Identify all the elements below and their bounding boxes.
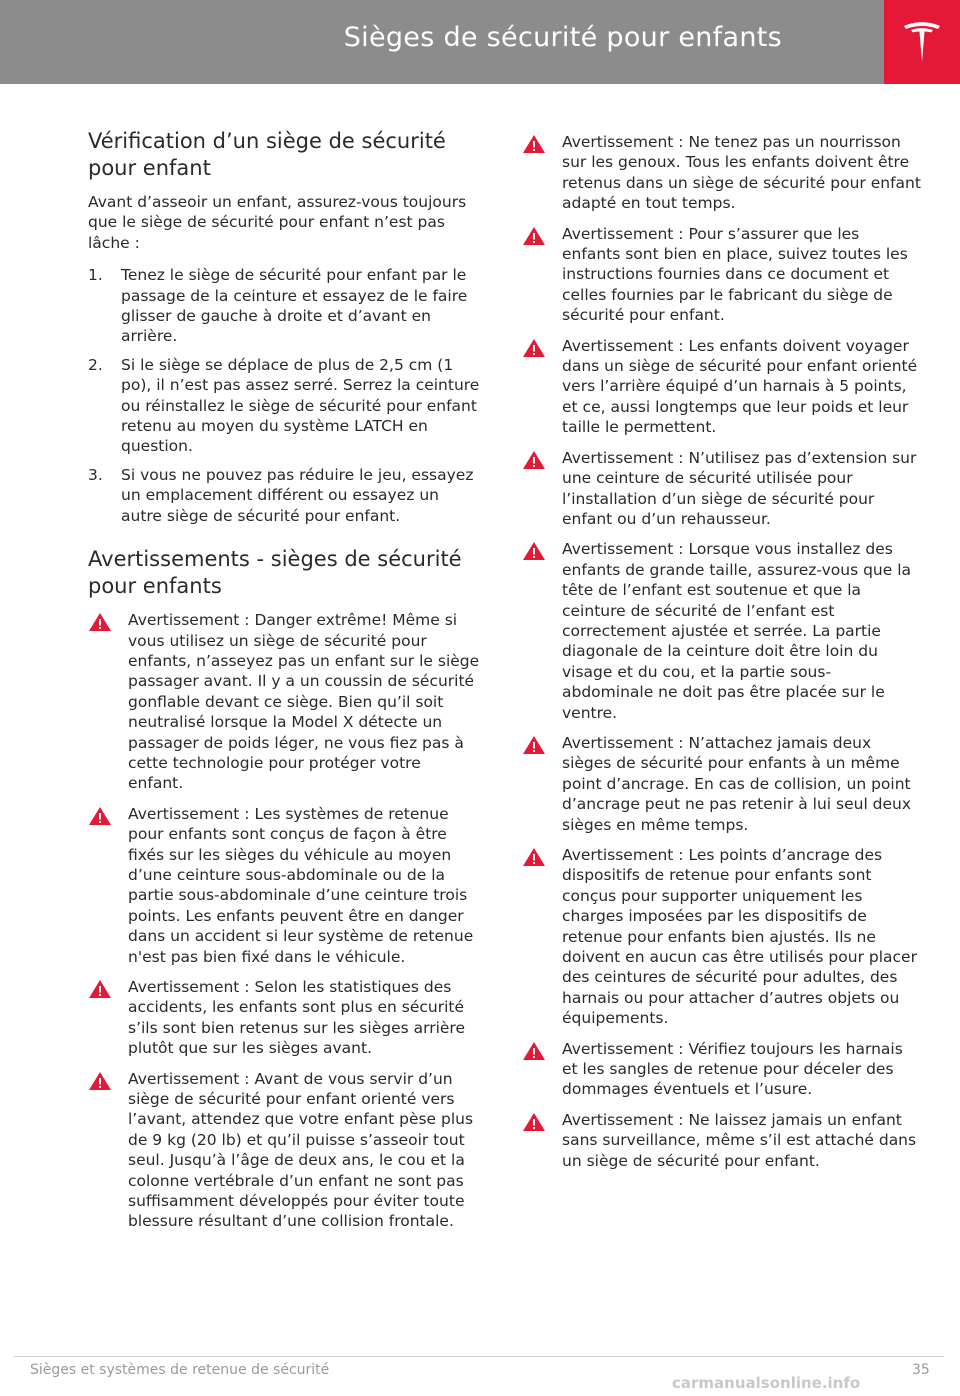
header-title: Sièges de sécurité pour enfants	[343, 22, 782, 53]
warning-text: Avertissement : Danger extrême! Même si vous utilisez un siège de sécurité pour enfants, n’asseyez pas un enfant sur le siège passager avant. Il y a un coussin de sécurité gonflable devant ce siège. Bien qu’il soit neutralisé lorsque la Model X détecte un passager de poids léger, ne vous fiez pas à cette technologie pour protéger votre enfant.	[128, 611, 480, 793]
list-item	[88, 355, 480, 457]
warning-block	[522, 336, 922, 438]
warning-text: Avertissement : Les enfants doivent voyager dans un siège de sécurité pour enfant orienté vers l’arrière équipé d’un harnais à 5 points, et ce, aussi longtemps que leur poids et leur taille le permettent.	[562, 336, 918, 437]
warning-text: Avertissement : Lorsque vous installez des enfants de grande taille, assurez-vous que la tête de l’enfant est soutenue et que la ceinture de sécurité de l’enfant est correctement ajustée et serrée. La partie diagonale de la ceinture doit être loin du visage et du cou, et la partie sous-abdominale ne doit pas être placée sur le ventre.	[562, 540, 912, 722]
warning-text: Avertissement : Selon les statistiques des accidents, les enfants sont plus en sécurité s’ils sont bien retenus sur les sièges arrière plutôt que sur les sièges avant.	[128, 978, 465, 1058]
warning-triangle-icon	[522, 1041, 546, 1061]
list-item	[88, 265, 480, 347]
step-text: Si vous ne pouvez pas réduire le jeu, essayez un emplacement différent ou essayez un autre siège de sécurité pour enfant.	[121, 465, 474, 525]
warning-block	[88, 610, 480, 794]
warning-block	[88, 977, 480, 1059]
warning-text: Avertissement : N’utilisez pas d’extension sur une ceinture de sécurité utilisée pour l’installation d’un siège de sécurité pour enfant ou d’un rehausseur.	[562, 448, 917, 528]
page-header	[0, 0, 884, 84]
warning-block	[522, 539, 922, 723]
warning-text: Avertissement : N’attachez jamais deux sièges de sécurité pour enfants à un même point d’ancrage. En cas de collision, un point d’ancrage peut ne pas retenir à lui seul deux sièges en même temps.	[562, 733, 912, 834]
warning-block	[522, 448, 922, 530]
right-column	[522, 132, 922, 1181]
warning-triangle-icon	[522, 338, 546, 358]
step-text: Si le siège se déplace de plus de 2,5 cm (1 po), il n’est pas assez serré. Serrez la ceinture ou réinstallez le siège de sécurité pour enfant retenu au moyen du système LATCH en question.	[121, 355, 480, 456]
left-column	[88, 128, 480, 1242]
warning-triangle-icon	[522, 450, 546, 470]
step-number: 1.	[88, 266, 103, 285]
watermark: carmanualsonline.info	[672, 1374, 861, 1392]
warning-triangle-icon	[522, 1112, 546, 1132]
section-intro: Avant d’asseoir un enfant, assurez-vous toujours que le siège de sécurité pour enfant n’est pas lâche :	[88, 193, 467, 252]
list-item	[88, 465, 480, 526]
step-number: 3.	[88, 465, 103, 484]
footer-divider	[14, 1356, 944, 1357]
warning-block	[522, 733, 922, 835]
footer-section-title: Sièges et systèmes de retenue de sécurité	[30, 1362, 330, 1378]
warning-text: Avertissement : Ne laissez jamais un enfant sans surveillance, même s’il est attaché dans un siège de sécurité pour enfant.	[562, 1110, 917, 1170]
step-number: 2.	[88, 355, 103, 374]
warning-triangle-icon	[522, 847, 546, 867]
warning-text: Avertissement : Avant de vous servir d’un siège de sécurité pour enfant orienté vers l’avant, attendez que votre enfant pèse plus de 9 kg (20 lb) et qu’il puisse s’asseoir tout seul. Jusqu’à l’âge de deux ans, le cou et la colonne vertébrale d’un enfant ne sont pas suffisamment développés pour éviter toute blessure résultant d’une collision frontale.	[128, 1069, 474, 1231]
warning-block	[522, 1039, 922, 1100]
steps-list	[88, 265, 480, 526]
warning-text: Avertissement : Vérifiez toujours les harnais et les sangles de retenue pour déceler des dommages éventuels et l’usure.	[562, 1039, 903, 1099]
warning-triangle-icon	[88, 612, 112, 632]
logo-box	[884, 0, 960, 84]
section-title-check: Vérification d’un siège de sécurité pour enfant	[88, 129, 446, 180]
warning-text: Avertissement : Les systèmes de retenue pour enfants sont conçus de façon à être fixés sur les sièges du véhicule au moyen d’une ceinture sous-abdominale ou de la partie sous-abdominale d’une ceinture trois points. Les enfants peuvent être en danger dans un accident si leur système de retenue n'est pas bien fixé dans le véhicule.	[128, 804, 474, 966]
section-title-warnings: Avertissements - sièges de sécurité pour enfants	[88, 547, 462, 599]
warning-text: Avertissement : Ne tenez pas un nourrisson sur les genoux. Tous les enfants doivent être retenus dans un siège de sécurité pour enfant adapté en tout temps.	[562, 133, 921, 213]
warning-triangle-icon	[522, 541, 546, 561]
warning-block	[88, 1069, 480, 1232]
step-text: Tenez le siège de sécurité pour enfant par le passage de la ceinture et essayez de le faire glisser de gauche à droite et d’avant en arrière.	[121, 266, 468, 346]
warning-triangle-icon	[522, 134, 546, 154]
warning-text: Avertissement : Les points d’ancrage des dispositifs de retenue pour enfants sont conçus pour supporter uniquement les charges imposées par les dispositifs de retenue pour enfants bien ajustés. Ils ne doivent en aucun cas être utilisés pour placer des ceintures de sécurité pour adultes, des harnais ou pour attacher d’autres objets ou équipements.	[562, 846, 917, 1028]
warning-triangle-icon	[522, 735, 546, 755]
warning-triangle-icon	[88, 979, 112, 999]
page-number: 35	[912, 1362, 930, 1378]
warning-block	[522, 845, 922, 1029]
warning-triangle-icon	[522, 226, 546, 246]
warning-text: Avertissement : Pour s’assurer que les enfants sont bien en place, suivez toutes les instructions fournies dans ce document et celles fournies par le fabricant du siège de sécurité pour enfant.	[562, 224, 908, 325]
warning-block	[522, 1110, 922, 1171]
warning-block	[522, 132, 922, 214]
warning-block	[522, 224, 922, 326]
warning-block	[88, 804, 480, 967]
tesla-logo-icon	[902, 20, 942, 64]
warning-triangle-icon	[88, 1071, 112, 1091]
warning-triangle-icon	[88, 806, 112, 826]
